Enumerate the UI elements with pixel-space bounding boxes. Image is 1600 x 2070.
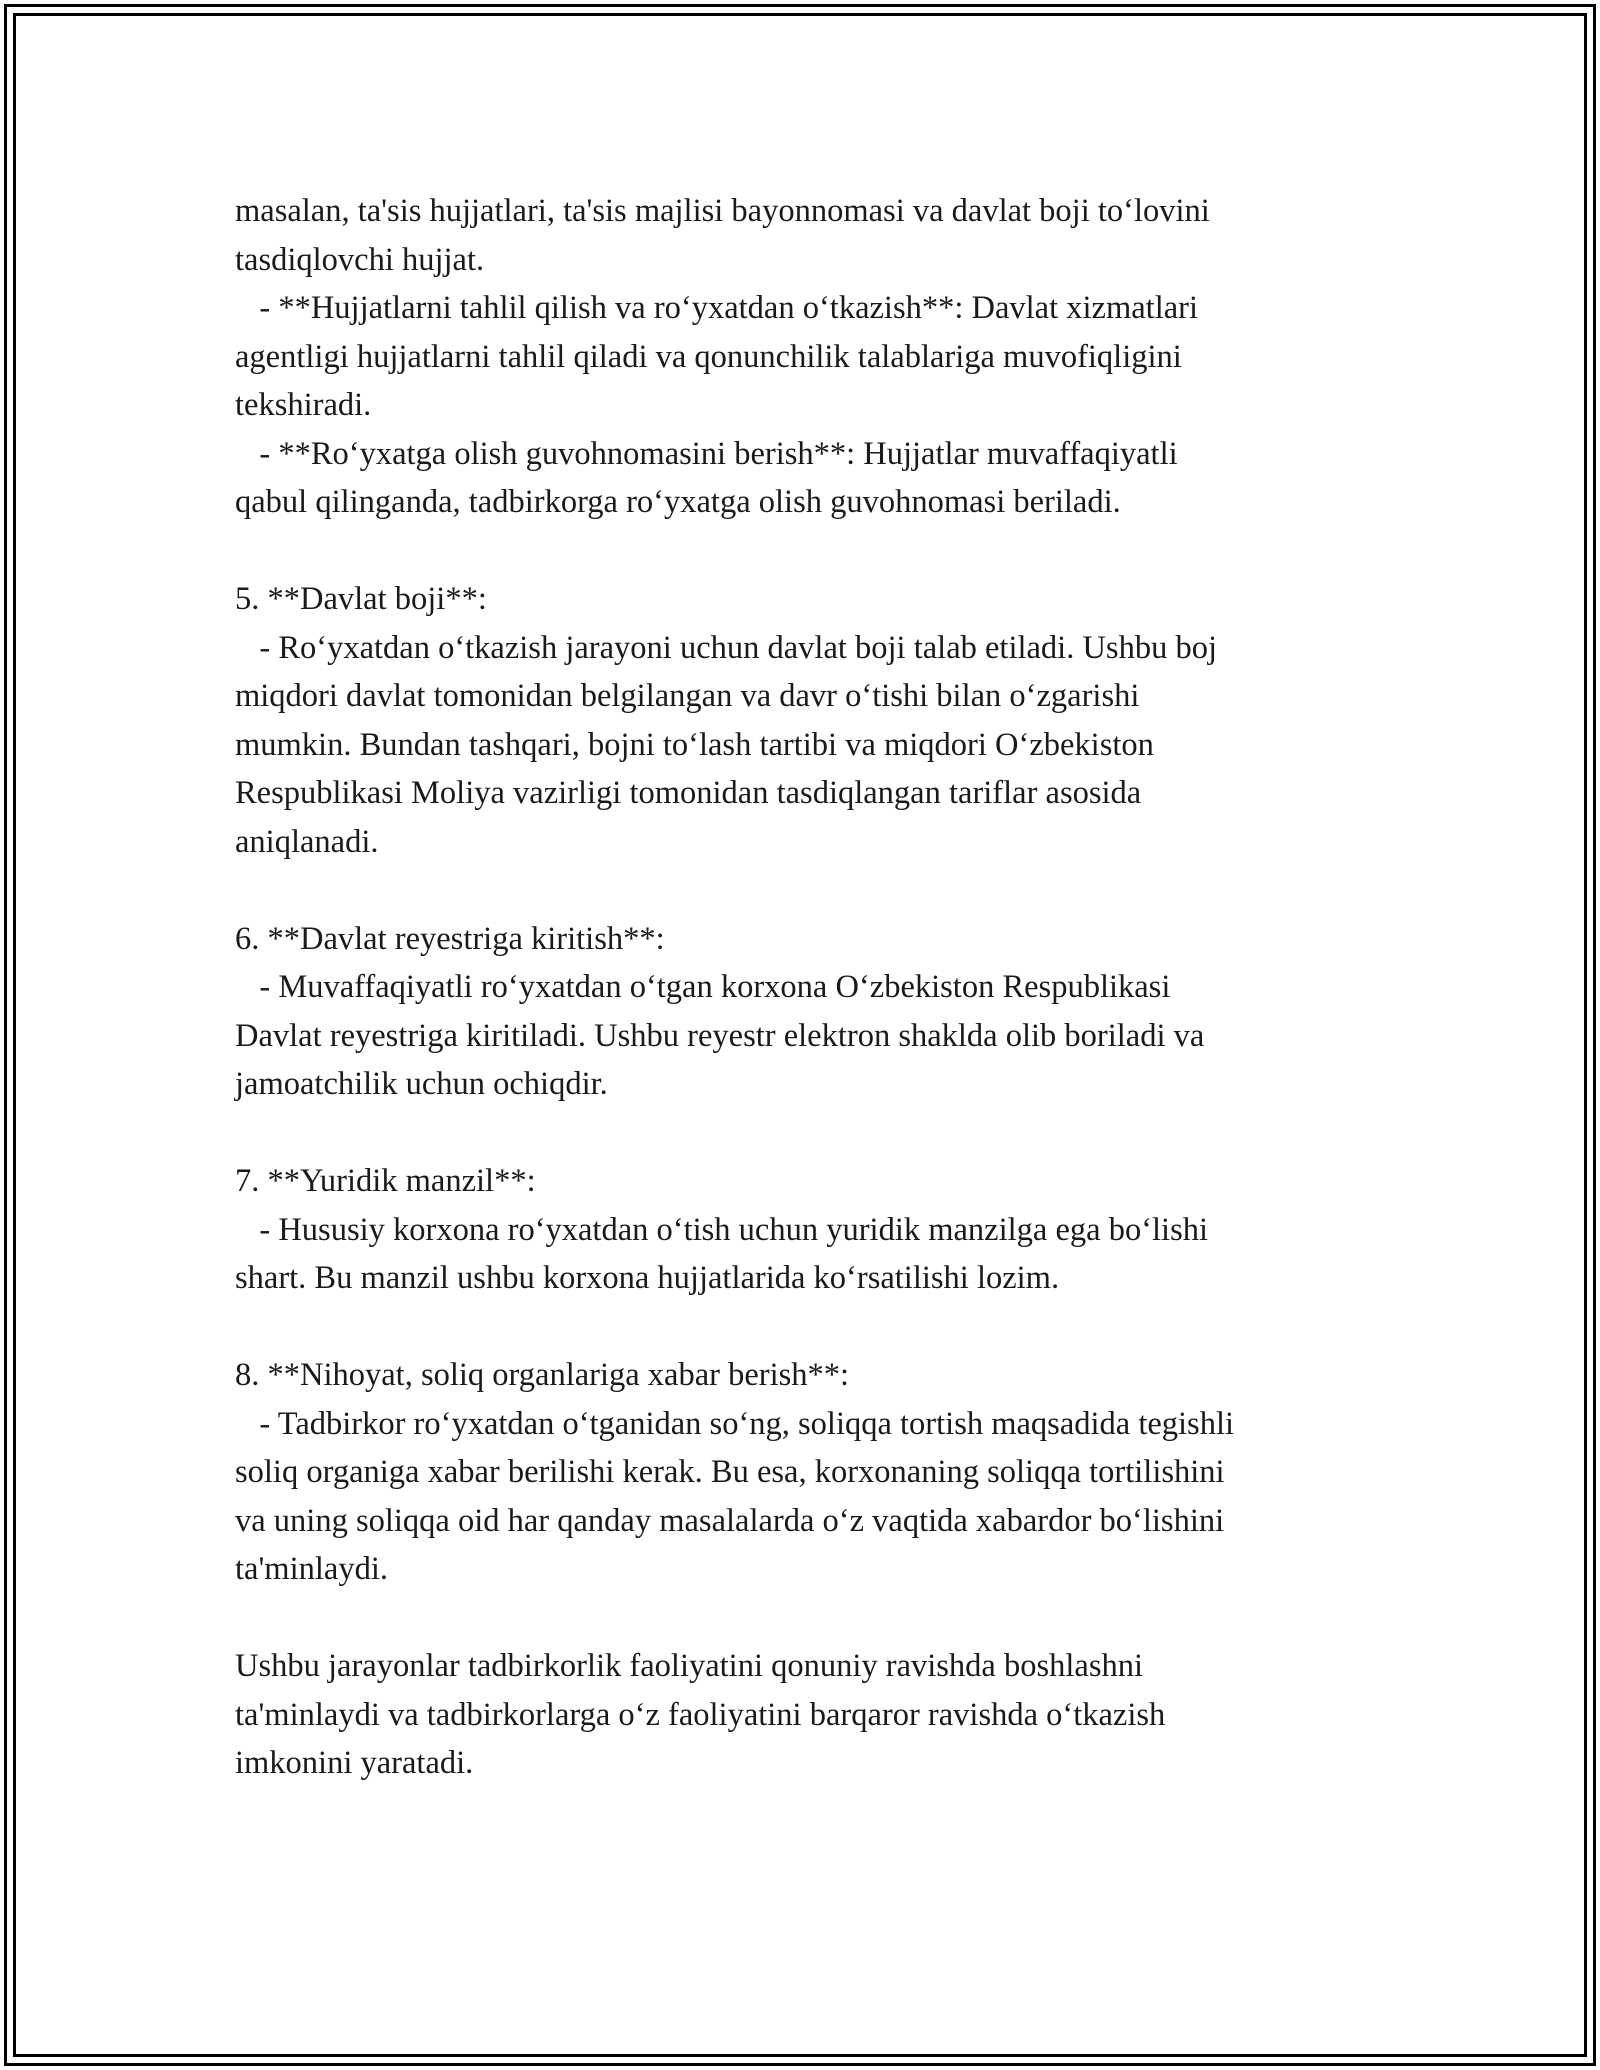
text-line: va uning soliqqa oid har qanday masalalarda o‘z vaqtida xabardor bo‘lishini	[235, 1502, 1225, 1539]
text-line: - Ro‘yxatdan o‘tkazish jarayoni uchun davlat boji talab etiladi. Ushbu boj	[235, 629, 1217, 666]
text-line: qabul qilinganda, tadbirkorga ro‘yxatga olish guvohnomasi beriladi.	[235, 484, 1121, 520]
blank-line	[235, 527, 1395, 576]
text-line: - Hususiy korxona ro‘yxatdan o‘tish uchun yuridik manzilga ega bo‘lishi	[235, 1211, 1209, 1248]
section-heading: 7. **Yuridik manzil**:	[235, 1163, 536, 1199]
text-line: mumkin. Bundan tashqari, bojni to‘lash tartibi va miqdori O‘zbekiston	[235, 726, 1154, 763]
document-body	[235, 187, 1395, 1788]
section-heading: 6. **Davlat reyestriga kiritish**:	[235, 920, 665, 957]
text-line: - Tadbirkor ro‘yxatdan o‘tganidan so‘ng, soliqqa tortish maqsadida tegishli	[235, 1405, 1235, 1442]
text-line: shart. Bu manzil ushbu korxona hujjatlarida ko‘rsatilishi lozim.	[235, 1260, 1060, 1296]
section-heading: 8. **Nihoyat, soliq organlariga xabar berish**:	[235, 1357, 850, 1393]
text-line: Davlat reyestriga kiritiladi. Ushbu reyestr elektron shaklda olib boriladi va	[235, 1017, 1205, 1054]
text-line: miqdori davlat tomonidan belgilangan va davr o‘tishi bilan o‘zgarishi	[235, 678, 1140, 714]
text-line: - **Hujjatlarni tahlil qilish va ro‘yxatdan o‘tkazish**: Davlat xizmatlari	[235, 290, 1199, 326]
blank-line	[235, 866, 1395, 915]
text-line: imkonini yaratadi.	[235, 1745, 474, 1781]
text-line: jamoatchilik uchun ochiqdir.	[235, 1066, 608, 1102]
blank-line	[235, 1594, 1395, 1643]
blank-line	[235, 1109, 1395, 1158]
text-line: aniqlanadi.	[235, 823, 379, 860]
text-line: agentligi hujjatlarni tahlil qiladi va qonunchilik talablariga muvofiqligini	[235, 338, 1182, 375]
text-line: tasdiqlovchi hujjat.	[235, 241, 485, 278]
text-line: ta'minlaydi.	[235, 1551, 388, 1587]
section-heading: 5. **Davlat boji**:	[235, 581, 487, 617]
text-line: Ushbu jarayonlar tadbirkorlik faoliyatini qonuniy ravishda boshlashni	[235, 1648, 1144, 1684]
text-line: - **Ro‘yxatga olish guvohnomasini berish**: Hujjatlar muvaffaqiyatli	[235, 435, 1178, 472]
text-line: ta'minlaydi va tadbirkorlarga o‘z faoliyatini barqaror ravishda o‘tkazish	[235, 1696, 1166, 1733]
text-line: masalan, ta'sis hujjatlari, ta'sis majlisi bayonnomasi va davlat boji to‘lovini	[235, 193, 1210, 229]
text-line: tekshiradi.	[235, 387, 372, 423]
text-line: soliq organiga xabar berilishi kerak. Bu esa, korxonaning soliqqa tortilishini	[235, 1454, 1225, 1490]
text-line: - Muvaffaqiyatli ro‘yxatdan o‘tgan korxona O‘zbekiston Respublikasi	[235, 969, 1171, 1005]
text-line: Respublikasi Moliya vazirligi tomonidan tasdiqlangan tariflar asosida	[235, 775, 1142, 811]
blank-line	[235, 1303, 1395, 1352]
